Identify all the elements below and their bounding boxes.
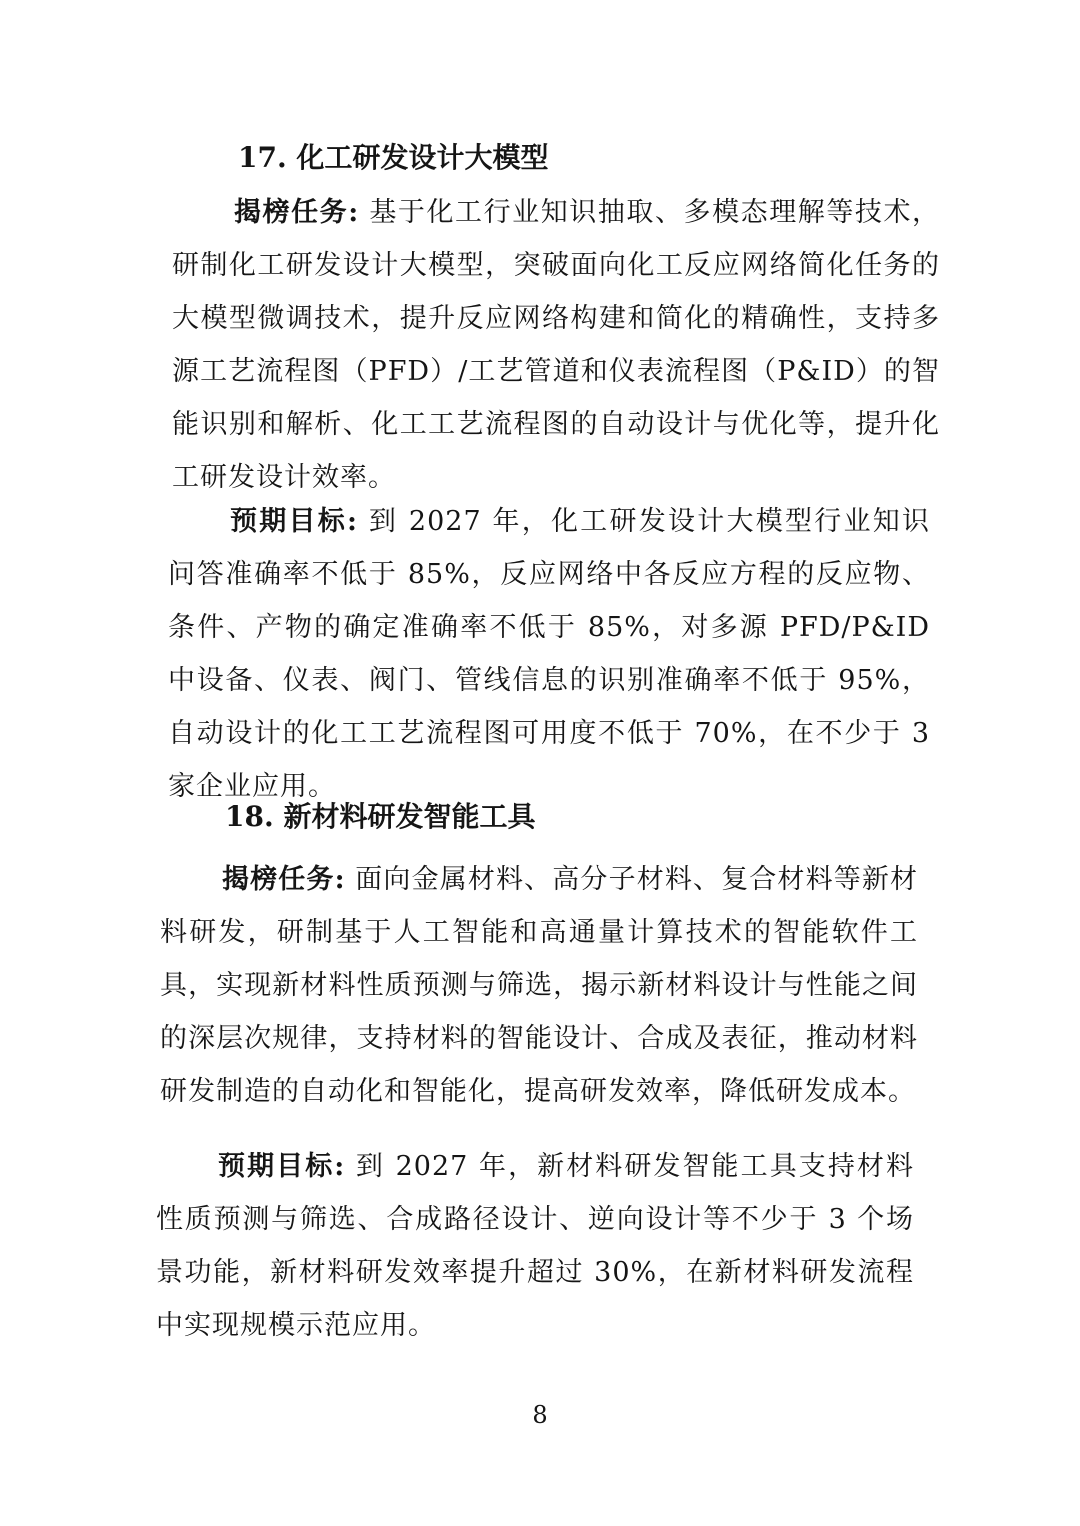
section-18-heading: 18. 新材料研发智能工具 xyxy=(225,800,536,833)
task-label: 揭榜任务: xyxy=(234,197,360,228)
task-text: 面向金属材料、高分子材料、复合材料等新材料研发，研制基于人工智能和高通量计算技术的智能软件工具，实现新材料性质预测与筛选，揭示新材料设计与性能之间的深层次规律，支持材料的智能设计、合成及表征，推动材料研发制造的自动化和智能化，提高研发效率，降低研发成本。 xyxy=(160,864,919,1107)
goal-text: 到 2027 年，新材料研发智能工具支持材料性质预测与筛选、合成路径设计、逆向设计等不少于 3 个场景功能，新材料研发效率提升超过 30%，在新材料研发流程中实现规模示范应用。 xyxy=(156,1151,914,1341)
section-18-goal-paragraph xyxy=(156,1140,914,1352)
goal-label: 预期目标: xyxy=(230,506,358,537)
section-18-task-paragraph xyxy=(160,853,918,1118)
task-label: 揭榜任务: xyxy=(222,864,346,895)
task-text: 基于化工行业知识抽取、多模态理解等技术，研制化工研发设计大模型，突破面向化工反应网络简化任务的大模型微调技术，提升反应网络构建和简化的精确性，支持多源工艺流程图（PFD）/工艺管道和仪表流程图（P&ID）的智能识别和解析、化工工艺流程图的自动设计与优化等，提升化工研发设计效率。 xyxy=(172,197,941,493)
page-number: 8 xyxy=(532,1401,548,1429)
goal-text: 到 2027 年，化工研发设计大模型行业知识问答准确率不低于 85%，反应网络中各反应方程的反应物、条件、产物的确定准确率不低于 85%，对多源 PFD/P&ID 中设备、仪表、阀门、管线信息的识别准确率不低于 95%，自动设计的化工工艺流程图可用度不低于 70%，在不少于 3 家企业应用。 xyxy=(168,506,930,802)
section-17-heading: 17. 化工研发设计大模型 xyxy=(238,141,549,174)
section-17-task-paragraph xyxy=(172,186,940,504)
goal-label: 预期目标: xyxy=(218,1151,346,1182)
section-17-goal-paragraph xyxy=(168,495,930,813)
